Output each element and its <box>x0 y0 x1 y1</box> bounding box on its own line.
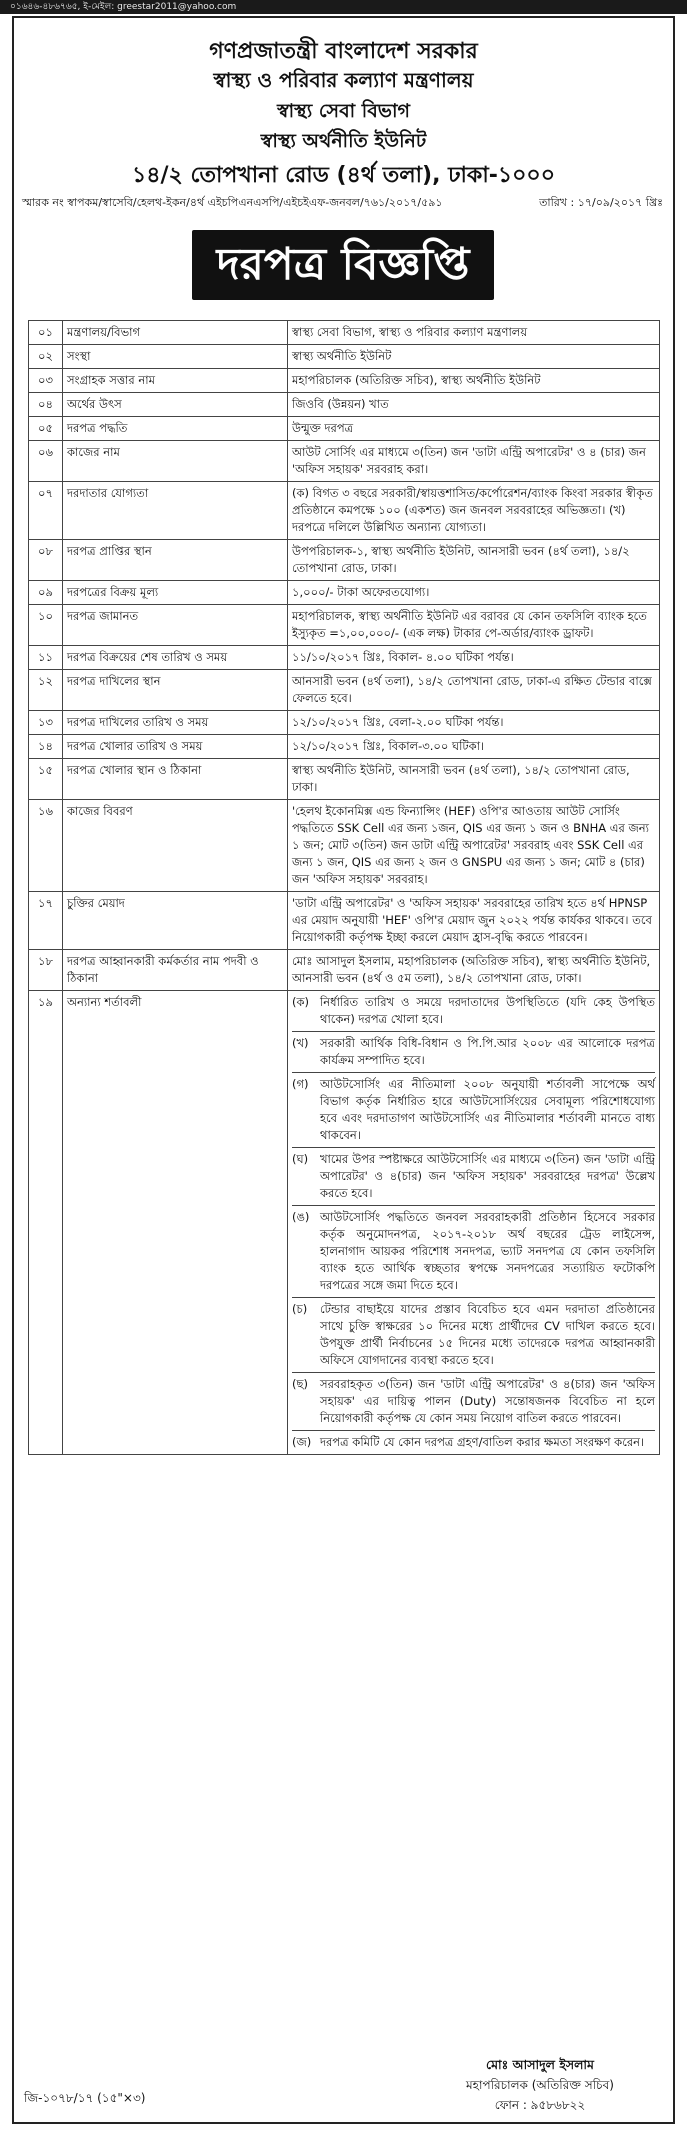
table-row <box>29 345 660 369</box>
table-row <box>29 369 660 393</box>
condition-letter: (ঘ) <box>292 1152 309 1166</box>
row-label: মন্ত্রণালয়/বিভাগ <box>63 321 288 345</box>
row-label: দরপত্র খোলার স্থান ও ঠিকানা <box>63 759 288 800</box>
conditions-list <box>288 991 660 1455</box>
row-number: ১২ <box>29 670 63 711</box>
table-row <box>29 759 660 800</box>
row-value: ১১/১০/২০১৭ খ্রিঃ, বিকাল- ৪.০০ ঘটিকা পর্যন্ত। <box>288 646 660 670</box>
row-number: ১৬ <box>29 800 63 892</box>
condition-text: সরকারী আর্থিক বিধি-বিধান ও পি.পি.আর ২০০৮ এর আলোকে দরপত্র কার্যক্রম সম্পাদিত হবে। <box>320 1036 655 1067</box>
row-number: ০৬ <box>29 441 63 482</box>
row-label: অন্যান্য শর্তাবলী <box>63 991 288 1455</box>
row-label: দরপত্র বিক্রয়ের শেষ তারিখ ও সময় <box>63 646 288 670</box>
table-row <box>29 482 660 540</box>
table-row <box>29 441 660 482</box>
row-label: চুক্তির মেয়াদ <box>63 892 288 950</box>
row-number: ০২ <box>29 345 63 369</box>
row-value: মহাপরিচালক, স্বাস্থ্য অর্থনীতি ইউনিট এর বরাবর যে কোন তফসিলি ব্যাংক হতে ইস্যুকৃত =১,০০,০০০/- (এক লক্ষ) টাকার পে-অর্ডার/ব্যাংক ড্রাফট। <box>288 605 660 646</box>
condition-item <box>292 1073 655 1148</box>
table-row <box>29 800 660 892</box>
row-value: ১২/১০/২০১৭ খ্রিঃ, বিকাল-৩.০০ ঘটিকা। <box>288 735 660 759</box>
row-number: ১০ <box>29 605 63 646</box>
table-row <box>29 605 660 646</box>
row-label: দরপত্র দাখিলের তারিখ ও সময় <box>63 711 288 735</box>
row-number: ০৭ <box>29 482 63 540</box>
top-strip-text: ০১৬৪৬-৪৮৬৭৬৫, ই-মেইল: greestar2011@yahoo.com <box>10 2 237 12</box>
table-row <box>29 581 660 605</box>
table-row <box>29 735 660 759</box>
row-value: স্বাস্থ্য অর্থনীতি ইউনিট, আনসারী ভবন (৪র্থ তলা), ১৪/২ তোপখানা রোড, ঢাকা। <box>288 759 660 800</box>
condition-item <box>292 1148 655 1206</box>
condition-letter: (গ) <box>292 1077 309 1091</box>
table-row <box>29 670 660 711</box>
row-value: (ক) বিগত ৩ বছরে সরকারী/স্বায়ত্তশাসিত/কর্পোরেশন/ব্যাংক কিংবা সরকার স্বীকৃত প্রতিষ্ঠানে কমপক্ষে ১০০ (একশত) জন জনবল সরবরাহের অভিজ্ঞতা। (খ) দরপত্রে দলিলে উল্লিখিত অন্যান্য যোগ্যতা। <box>288 482 660 540</box>
header-unit: স্বাস্থ্য অর্থনীতি ইউনিট <box>260 130 427 152</box>
condition-text: দরপত্র কমিটি যে কোন দরপত্র গ্রহণ/বাতিল করার ক্ষমতা সংরক্ষণ করেন। <box>320 1435 645 1449</box>
condition-letter: (ছ) <box>292 1377 308 1391</box>
condition-item <box>292 1032 655 1073</box>
gd-code: জি-১০৭৮/১৭ (১৫"×৩) <box>24 2091 146 2105</box>
row-number: ০৫ <box>29 417 63 441</box>
row-number: ১১ <box>29 646 63 670</box>
signatory-phone: ফোন : ৯৫৮৬৮২২ <box>494 2098 586 2112</box>
row-label: দরপত্র আহ্বানকারী কর্মকর্তার নাম পদবী ও ঠিকানা <box>63 950 288 991</box>
row-value: ১২/১০/২০১৭ খ্রিঃ, বেলা-২.০০ ঘটিকা পর্যন্ত। <box>288 711 660 735</box>
row-value: উপপরিচালক-১, স্বাস্থ্য অর্থনীতি ইউনিট, আনসারী ভবন (৪র্থ তলা), ১৪/২ তোপখানা রোড, ঢাকা। <box>288 540 660 581</box>
table-row <box>29 711 660 735</box>
row-number: ১৫ <box>29 759 63 800</box>
condition-text: আউটসোর্সিং পদ্ধতিতে জনবল সরবরাহকারী প্রতিষ্ঠান হিসেবে সরকার কর্তৃক অনুমোদনপত্র, ২০১৭-২০১৮ অর্থ বছরের ট্রেড লাইসেন্স, হালনাগাদ আয়কর পরিশোধ সনদপত্র, ভ্যাট সনদপত্র যে কোন তফসিলি ব্যাংক হতে আর্থিক স্বচ্ছতার স্বপক্ষে সনদপত্রের সত্যায়িত ফটোকপি দরপত্রের সঙ্গে জমা দিতে হবে। <box>320 1210 655 1292</box>
table-row <box>29 393 660 417</box>
condition-letter: (জ) <box>292 1435 312 1449</box>
row-number: ১৭ <box>29 892 63 950</box>
signatory-title: মহাপরিচালক (অতিরিক্ত সচিব) <box>466 2078 614 2092</box>
memo-ref: স্মারক নং স্বাপকম/স্বাসেবি/হেলথ-ইকন/৪র্থ এইচপিএনএসপি/এইচইএফ-জনবল/৭৬১/২০১৭/৫৯১ <box>22 196 443 209</box>
row-value: 'হেলথ ইকোনমিক্স এন্ড ফিন্যান্সিং (HEF) ওপি'র আওতায় আউট সোর্সিং পদ্ধতিতে SSK Cell এর জন্য ১জন, QIS এর জন্য ১ জন ও BNHA এর জন্য ১ জন; মোট ৩(তিন) জন ডাটা এন্ট্রি অপারেটর' সরবরাহ এবং SSK Cell এর জন্য ১ জন, QIS এর জন্য ২ জন ও GNSPU এর জন্য ১ জন; মোট ৪ (চার) জন 'অফিস সহায়ক' সরবরাহ। <box>288 800 660 892</box>
condition-item <box>292 1431 655 1454</box>
condition-text: টেন্ডার বাছাইয়ে যাদের প্রস্তাব বিবেচিত হবে এমন দরদাতা প্রতিষ্ঠানের সাথে চুক্তি স্বাক্ষরের ১০ দিনের মধ্যে প্রার্থীদের CV দাখিল করতে হবে। উপযুক্ত প্রার্থী নির্বাচনের ১৫ দিনের মধ্যে তাদেরকে দরপত্র আহ্বানকারী অফিসে যোগদানের ব্যবস্থা করতে হবে। <box>320 1302 655 1367</box>
row-label: অর্থের উৎস <box>63 393 288 417</box>
row-number: ০৪ <box>29 393 63 417</box>
row-value: আনসারী ভবন (৪র্থ তলা), ১৪/২ তোপখানা রোড, ঢাকা-এ রক্ষিত টেন্ডার বাক্সে ফেলতে হবে। <box>288 670 660 711</box>
row-number: ১৩ <box>29 711 63 735</box>
row-value: স্বাস্থ্য সেবা বিভাগ, স্বাস্থ্য ও পরিবার কল্যাণ মন্ত্রণালয় <box>288 321 660 345</box>
row-number: ১৮ <box>29 950 63 991</box>
table-row <box>29 950 660 991</box>
condition-letter: (খ) <box>292 1036 309 1050</box>
row-value: মোঃ আসাদুল ইসলাম, মহাপরিচালক (অতিরিক্ত সচিব), স্বাস্থ্য অর্থনীতি ইউনিট, আনসারী ভবন (৪র্থ ও ৫ম তলা), ১৪/২ তোপখানা রোড, ঢাকা। <box>288 950 660 991</box>
row-value: স্বাস্থ্য অর্থনীতি ইউনিট <box>288 345 660 369</box>
row-number: ০১ <box>29 321 63 345</box>
table-row <box>29 646 660 670</box>
row-label: দরপত্রের বিক্রয় মূল্য <box>63 581 288 605</box>
condition-letter: (চ) <box>292 1302 308 1316</box>
row-value: ১,০০০/- টাকা অফেরতযোগ্য। <box>288 581 660 605</box>
signatory-name: মোঃ আসাদুল ইসলাম <box>486 2057 594 2072</box>
row-number: ০৯ <box>29 581 63 605</box>
row-label: সংস্থা <box>63 345 288 369</box>
row-label: সংগ্রাহক সত্তার নাম <box>63 369 288 393</box>
top-strip <box>0 0 687 14</box>
header-address: ১৪/২ তোপখানা রোড (৪র্থ তলা), ঢাকা-১০০০ <box>131 163 556 188</box>
table-row <box>29 540 660 581</box>
row-number: ০৮ <box>29 540 63 581</box>
row-label: কাজের বিবরণ <box>63 800 288 892</box>
condition-text: আউটসোর্সিং এর নীতিমালা ২০০৮ অনুযায়ী শর্তাবলী সাপেক্ষে অর্থ বিভাগ কর্তৃক নির্ধারিত হারে আউটসোর্সিংয়ের সেবামূল্য পরিশোধযোগ্য হবে এবং দরদাতাগণ আউটসোর্সিং এর নীতিমালার শর্তাবলী মানতে বাধ্য থাকবেন। <box>320 1077 655 1142</box>
tender-notice-banner: দরপত্র বিজ্ঞপ্তি <box>192 230 494 300</box>
row-number: ১৪ <box>29 735 63 759</box>
memo-date: তারিখ : ১৭/০৯/২০১৭ খ্রিঃ <box>539 196 663 209</box>
header-division: স্বাস্থ্য সেবা বিভাগ <box>277 100 410 122</box>
row-label: দরপত্র প্রাপ্তির স্থান <box>63 540 288 581</box>
table-row <box>29 321 660 345</box>
header-ministry: স্বাস্থ্য ও পরিবার কল্যাণ মন্ত্রণালয় <box>213 68 474 92</box>
row-value: মহাপরিচালক (অতিরিক্ত সচিব), স্বাস্থ্য অর্থনীতি ইউনিট <box>288 369 660 393</box>
table-row <box>29 892 660 950</box>
tender-table <box>28 320 660 1455</box>
condition-letter: (ঙ) <box>292 1210 310 1224</box>
row-number: ১৯ <box>29 991 63 1455</box>
row-value: আউট সোর্সিং এর মাধ্যমে ৩(তিন) জন 'ডাটা এন্ট্রি অপারেটর' ও ৪ (চার) জন 'অফিস সহায়ক' সরবরাহ করা। <box>288 441 660 482</box>
table-row-conditions <box>29 991 660 1455</box>
condition-text: খামের উপর স্পষ্টাক্ষরে আউটসোর্সিং এর মাধ্যমে ৩(তিন) জন 'ডাটা এন্ট্রি অপারেটর' ও ৪(চার) জন 'অফিস সহায়ক' সরবরাহের দরপত্র' উল্লেখ করতে হবে। <box>320 1152 655 1200</box>
row-label: দরপত্র দাখিলের স্থান <box>63 670 288 711</box>
table-row <box>29 417 660 441</box>
row-value: 'ডাটা এন্ট্রি অপারেটর' ও 'অফিস সহায়ক' সরবরাহের তারিখ হতে ৪র্থ HPNSP এর মেয়াদ অনুযায়ী 'HEF' ওপি'র মেয়াদ জুন ২০২২ পর্যন্ত কার্যকর থাকবে। তবে নিয়োগকারী কর্তৃপক্ষ ইচ্ছা করলে মেয়াদ হ্রাস-বৃদ্ধি করতে পারবেন। <box>288 892 660 950</box>
row-label: দরপত্র খোলার তারিখ ও সময় <box>63 735 288 759</box>
row-value: উন্মুক্ত দরপত্র <box>288 417 660 441</box>
condition-text: সরবরাহকৃত ৩(তিন) জন 'ডাটা এন্ট্রি অপারেটর' ও ৪(চার) জন 'অফিস সহায়ক' এর দায়িত্ব পালন (Duty) সন্তোষজনক বিবেচিত না হলে নিয়োগকারী কর্তৃপক্ষ যে কোন সময় নিয়োগ বাতিল করতে পারবেন। <box>320 1377 655 1425</box>
row-label: দরপত্র জামানত <box>63 605 288 646</box>
condition-text: নির্ধারিত তারিখ ও সময়ে দরদাতাদের উপস্থিতিতে (যদি কেহ উপস্থিত থাকেন) দরপত্র খোলা হবে। <box>320 995 655 1026</box>
row-label: দরপত্র পদ্ধতি <box>63 417 288 441</box>
condition-item <box>292 1373 655 1431</box>
row-label: কাজের নাম <box>63 441 288 482</box>
row-label: দরদাতার যোগ্যতা <box>63 482 288 540</box>
row-value: জিওবি (উন্নয়ন) খাত <box>288 393 660 417</box>
condition-letter: (ক) <box>292 995 310 1009</box>
condition-item <box>292 1298 655 1373</box>
row-number: ০৩ <box>29 369 63 393</box>
header-government: গণপ্রজাতন্ত্রী বাংলাদেশ সরকার <box>209 39 478 64</box>
condition-item <box>292 1206 655 1298</box>
condition-item <box>292 991 655 1032</box>
